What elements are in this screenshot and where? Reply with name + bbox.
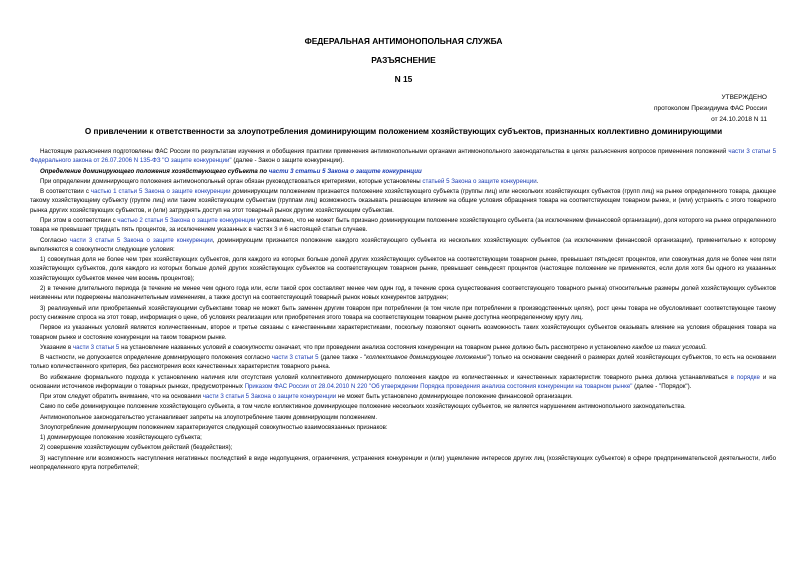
section-heading xyxy=(30,167,776,176)
law-link[interactable]: части 3 статьи 5 xyxy=(271,354,319,362)
list-item: 2) в течение длительного периода (в течение не менее чем одного года или, если такой срок составляет менее чем один год, в течение срока существования соответствующего товарного рынка) относительные размеры долей хозяйствующих субъектов неизменны или подвержены малозначительным изменениям, а также доступ на соответствующий товарный рынок новых конкурентов затруднен; xyxy=(30,285,776,302)
doc-type-heading: РАЗЪЯСНЕНИЕ xyxy=(371,55,436,65)
paragraph-text: В частности, не допускается определение доминирующего положения согласно xyxy=(40,354,272,362)
list-item: 3) реализуемый или приобретаемый хозяйствующими субъектами товар не может быть заменен другим товаром при потреблении (в том числе при потреблении в производственных целях), рост цены товара не обусловливает соответствующее такому росту снижение спроса на этот товар, информация о цене, об условиях реализации или приобретения этого товара на соответствующем товарном рынке доступна неопределенному кругу лиц. xyxy=(30,304,776,321)
paragraph-text: (далее - Закон о защите конкуренции). xyxy=(231,157,344,165)
approval-date: от 24.10.2018 N 11 xyxy=(711,116,767,123)
law-link[interactable]: частью 2 статьи 5 Закона о защите конкуренции xyxy=(117,216,256,224)
approval-status: УТВЕРЖДЕНО xyxy=(721,94,767,101)
paragraph: Антимонопольное законодательство устанавливает запреты на злоупотребление таким доминирующим положением. xyxy=(40,413,378,421)
paragraph-text: Во избежание формального подхода к установлению наличия или отсутствия условий коллективного доминирующего положения каждое из количественных и качественных характеристик товарного рынка должна устанавливаться xyxy=(40,373,731,381)
approval-body: протоколом Президиума ФАС России xyxy=(653,105,767,112)
paragraph xyxy=(30,177,776,186)
section-heading-text: Определение доминирующего положения хозяйствующего субъекта по xyxy=(40,167,269,175)
paragraph: Первое из указанных условий является количественным, второе и третье связаны с качественными характеристиками, поскольку позволяют оценить возможность таких хозяйствующих субъектов оказывать влияние на условия обращения товара на товарном рынке и состояние конкуренции на таком товарном рынке. xyxy=(30,324,776,341)
paragraph xyxy=(30,236,776,255)
list-item: 1) доминирующее положение хозяйствующего субъекта; xyxy=(40,434,202,442)
paragraph-text: Настоящие разъяснения подготовлены ФАС России по результатам изучения и обобщения практики применения антимонопольными органами антимонопольного законодательства в целях разъяснения вопросов применения положений xyxy=(40,148,729,155)
paragraph-text: (далее - "Порядок"). xyxy=(632,382,692,390)
paragraph-text: доминирующим положением признается положение хозяйствующего субъекта (группы лиц) или нескольких хозяйствующих субъектов (групп лиц) на рынке определенного товара, дающее такому хозяйствующему субъекту (группе лиц) или таким хозяйствующим субъектам (группам лиц) возможность оказывать решающее влияние на общие условия обращения товара на соответствующем товарном рынке, и (или) устранять с этого товарного рынка других хозяйствующих субъектов, и (или) затруднять доступ на этот товарный рынок другим хозяйствующим субъектам. xyxy=(30,188,776,214)
emphasis-text: каждое из таких условий. xyxy=(632,343,708,351)
paragraph-text: на установление названных условий xyxy=(119,343,228,351)
paragraph-intro xyxy=(30,147,776,166)
emphasis-text: в совокупности xyxy=(227,343,274,351)
paragraph-text: Согласно xyxy=(40,236,70,244)
paragraph: Злоупотребление доминирующим положением характеризуется следующей совокупностью взаимосвязанных признаков: xyxy=(40,423,388,431)
law-link[interactable]: статьей 5 Закона о защите конкуренции xyxy=(422,177,537,185)
paragraph xyxy=(30,343,776,352)
paragraph-text: не может быть установлено доминирующее положение финансовой организации. xyxy=(336,393,573,401)
paragraph xyxy=(30,216,776,235)
list-item: 3) наступление или возможность наступления негативных последствий в виде недопущения, ограничения, устранения конкуренции и (или) ущемление интересов других лиц (хозяйствующих субъектов) в сфере предпринимательской деятельности, либо неопределенного круга потребителей; xyxy=(30,454,776,471)
paragraph-text: означает, что при проведении анализа состояния конкуренции на товарном рынке должно быть рассмотрено и установлено xyxy=(273,343,633,351)
law-link[interactable]: части 3 статьи 5 Закона о защите конкуренции xyxy=(202,393,337,401)
document-body xyxy=(30,147,776,473)
doc-number: N 15 xyxy=(394,74,413,84)
paragraph: Само по себе доминирующее положение хозяйствующего субъекта, в том числе коллективное доминирующее положение нескольких хозяйствующих субъектов, не является нарушением антимонопольного законодательства. xyxy=(40,403,686,411)
law-link[interactable]: части 3 статьи 5 Закона о защите конкуренции xyxy=(268,167,422,175)
law-link[interactable]: частью 1 статьи 5 Закона о защите конкуренции xyxy=(90,188,231,196)
org-heading: ФЕДЕРАЛЬНАЯ АНТИМОНОПОЛЬНАЯ СЛУЖБА xyxy=(304,36,503,46)
law-link[interactable]: части 3 статьи 5 Закона о защите конкуренции xyxy=(69,236,213,244)
order-link[interactable]: Приказом ФАС России от 28.04.2010 N 220 "Об утверждении Порядка проведения анализа состояния конкуренции на товарном рынке" xyxy=(244,382,633,390)
paragraph-text: , доминирующим признается положение каждого хозяйствующего субъекта из нескольких хозяйствующих субъектов (за исключением финансовой организации), применительно к которому выполняются в совокупности следующие условия: xyxy=(30,236,776,253)
list-item: 2) совершение хозяйствующим субъектом действий (бездействия); xyxy=(40,444,233,452)
paragraph xyxy=(30,353,776,372)
paragraph-text: и на основании источников информации о товарных рынках, предусмотренных xyxy=(30,373,777,390)
paragraph-text: ") только на основании сведений о размерах долей хозяйствующих субъектов, то есть на основании только количественного критерия, без рассмотрения всех качественных характеристик товарного рынка. xyxy=(30,354,776,371)
paragraph-text: Указание в xyxy=(40,343,73,351)
order-link[interactable]: в порядке xyxy=(730,373,760,381)
list-item: 1) совокупная доля не более чем трех хозяйствующих субъектов, доля каждого из которых больше долей других хозяйствующих субъектов на соответствующем товарном рынке, превышает пятьдесят процентов, или совокупная доля не более чем пяти хозяйствующих субъектов, доля каждого из которых больше долей других хозяйствующих субъектов на соответствующем товарном рынке, превышает семьдесят процентов (настоящее положение не применяется, если доля хотя бы одного из указанных хозяйствующих субъектов менее чем восемь процентов); xyxy=(30,256,776,282)
paragraph-text: В соответствии с xyxy=(40,188,91,196)
law-link[interactable]: части 3 статьи 5 xyxy=(72,343,120,351)
paragraph xyxy=(30,187,776,215)
law-link[interactable]: части 3 статьи 5 Федерального закона от 26.07.2006 N 135-ФЗ "О защите конкуренции" xyxy=(30,148,776,165)
paragraph-text: . xyxy=(536,177,539,185)
paragraph-text: При этом в соответствии с xyxy=(40,216,118,224)
paragraph-text: При этом следует обратить внимание, что на основании xyxy=(40,393,203,401)
document-title: О привлечении к ответственности за злоупотребления доминирующим положением хозяйствующих субъектов, признанных коллективно доминирующими xyxy=(84,127,723,136)
paragraph-text: установлено, что не может быть признано доминирующим положение хозяйствующего субъекта (за исключением финансовой организации), доля которого на рынке определенного товара не превышает тридцать пять процентов, за исключением указанных в частях 3 и 6 настоящей статьи случаев. xyxy=(30,216,776,234)
paragraph xyxy=(30,392,776,401)
paragraph-text: (далее также - " xyxy=(318,354,367,362)
emphasis-text: коллективное доминирующее положение xyxy=(366,354,487,362)
paragraph-text: При определении доминирующего положения антимонопольный орган обязан руководствоваться критериями, которые установлены xyxy=(40,177,423,185)
paragraph xyxy=(30,373,776,392)
